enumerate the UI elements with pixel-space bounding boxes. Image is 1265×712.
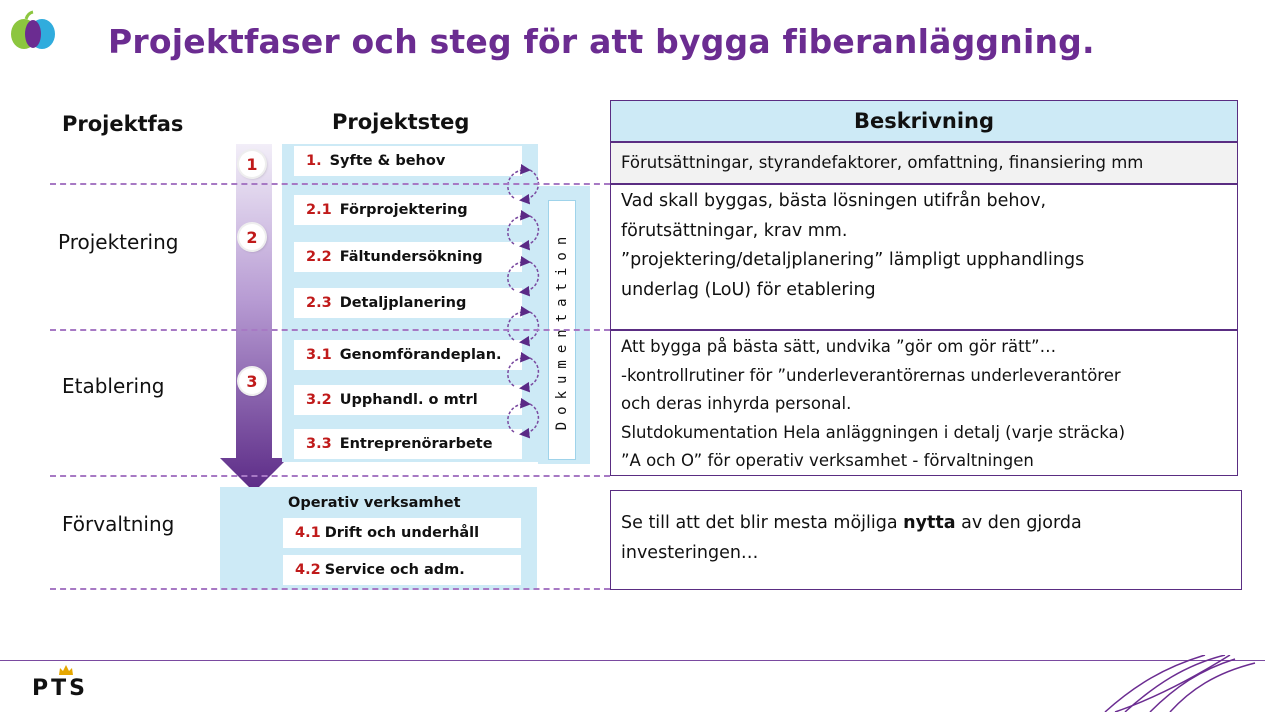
- description-line: och deras inhyrda personal.: [621, 394, 852, 413]
- step-label: Fältundersökning: [339, 249, 483, 265]
- down-arrow-icon: [220, 144, 290, 494]
- phase-etablering: Etablering: [62, 374, 165, 398]
- step-number: 3.3: [306, 436, 332, 452]
- step-number: 4.1: [295, 525, 321, 541]
- swoosh-icon: [1095, 655, 1265, 712]
- description-line: Vad skall byggas, bästa lösningen utifrån behov,: [621, 191, 1047, 211]
- step-label: Drift och underhåll: [324, 525, 480, 541]
- description-1: [610, 142, 1238, 184]
- step-1: [294, 146, 522, 176]
- description-line: underlag (LoU) för etablering: [621, 279, 876, 300]
- step-4-1: [283, 518, 521, 548]
- cycle-arrow-icon: [522, 216, 538, 246]
- description-line: Att bygga på bästa sätt, undvika ”gör om gör rätt”…: [621, 337, 1057, 356]
- cycle-arrow-icon: [508, 216, 528, 244]
- phase-number-2: 2: [239, 224, 265, 250]
- description-2: [610, 184, 1238, 330]
- step-label: Syfte & behov: [329, 153, 446, 169]
- cycle-arrows: [500, 160, 550, 450]
- cycle-arrow-icon: [522, 404, 538, 434]
- description-line: ”A och O” för operativ verksamhet - förvaltningen: [621, 451, 1034, 470]
- step-2-2: [294, 242, 522, 272]
- step-number: 3.1: [306, 347, 332, 363]
- separator: [50, 329, 610, 331]
- step-number: 1.: [306, 153, 322, 169]
- separator: [50, 588, 610, 590]
- header-beskrivning: Beskrivning: [610, 100, 1238, 142]
- step-2-1: [294, 195, 522, 225]
- cycle-arrow-icon: [522, 312, 538, 342]
- cycle-arrow-icon: [508, 262, 528, 290]
- dokumentation-label: Dokumentation: [554, 229, 570, 431]
- phase-number-3: 3: [239, 368, 265, 394]
- cycle-arrow-icon: [508, 312, 528, 340]
- footer-line: [0, 660, 1265, 661]
- description-line: [621, 509, 1231, 539]
- separator: [50, 183, 610, 185]
- description-line: investeringen…: [621, 542, 759, 563]
- description-text: av den gjorda: [955, 513, 1082, 533]
- cycle-arrow-icon: [522, 262, 538, 292]
- description-line: förutsättningar, krav mm.: [621, 220, 848, 241]
- separator: [50, 475, 610, 477]
- description-line: Slutdokumentation Hela anläggningen i detalj (varje sträcka): [621, 422, 1126, 442]
- step-number: 2.1: [306, 202, 332, 218]
- description-line: -kontrollrutiner för ”underleverantörernas underleverantörer: [621, 365, 1121, 385]
- description-3: [610, 330, 1238, 476]
- step-label: Service och adm.: [324, 562, 465, 578]
- cycle-arrow-icon: [522, 358, 538, 388]
- header-projektfas: Projektfas: [62, 112, 184, 136]
- step-label: Upphandl. o mtrl: [339, 392, 478, 408]
- crown-icon: [58, 664, 74, 676]
- step-3-3: [294, 429, 522, 459]
- step-label: Entreprenörarbete: [339, 436, 493, 452]
- header-projektsteg: Projektsteg: [332, 110, 470, 134]
- description-line: Förutsättningar, styrandefaktorer, omfattning, finansiering mm: [621, 153, 1144, 172]
- step-number: 2.2: [306, 249, 332, 265]
- phase-number-1: 1: [239, 151, 265, 177]
- step-number: 2.3: [306, 295, 332, 311]
- logo-icon: [6, 10, 60, 52]
- page-title: Projektfaser och steg för att bygga fiberanläggning.: [108, 22, 1095, 61]
- step-label: Genomförandeplan.: [339, 347, 502, 363]
- step-label: Detaljplanering: [339, 295, 467, 311]
- description-4: [610, 490, 1242, 590]
- description-bold: nytta: [903, 513, 956, 533]
- phase-projektering: Projektering: [58, 230, 179, 254]
- step-4-2: [283, 555, 521, 585]
- step-label: Förprojektering: [339, 202, 468, 218]
- phase-forvaltning: Förvaltning: [62, 512, 175, 536]
- cycle-arrow-icon: [508, 404, 528, 432]
- step-3-1: [294, 340, 522, 370]
- cycle-arrow-icon: [522, 170, 538, 200]
- pts-logo: PTS: [32, 676, 88, 701]
- step-number: 4.2: [295, 562, 321, 578]
- cycle-arrow-icon: [508, 358, 528, 386]
- step-3-2: [294, 385, 522, 415]
- description-text: Se till att det blir mesta möjliga: [621, 513, 904, 533]
- step-number: 3.2: [306, 392, 332, 408]
- description-line: ”projektering/detaljplanering” lämpligt upphandlings: [621, 250, 1085, 270]
- step-2-3: [294, 288, 522, 318]
- operativ-title: Operativ verksamhet: [288, 495, 461, 511]
